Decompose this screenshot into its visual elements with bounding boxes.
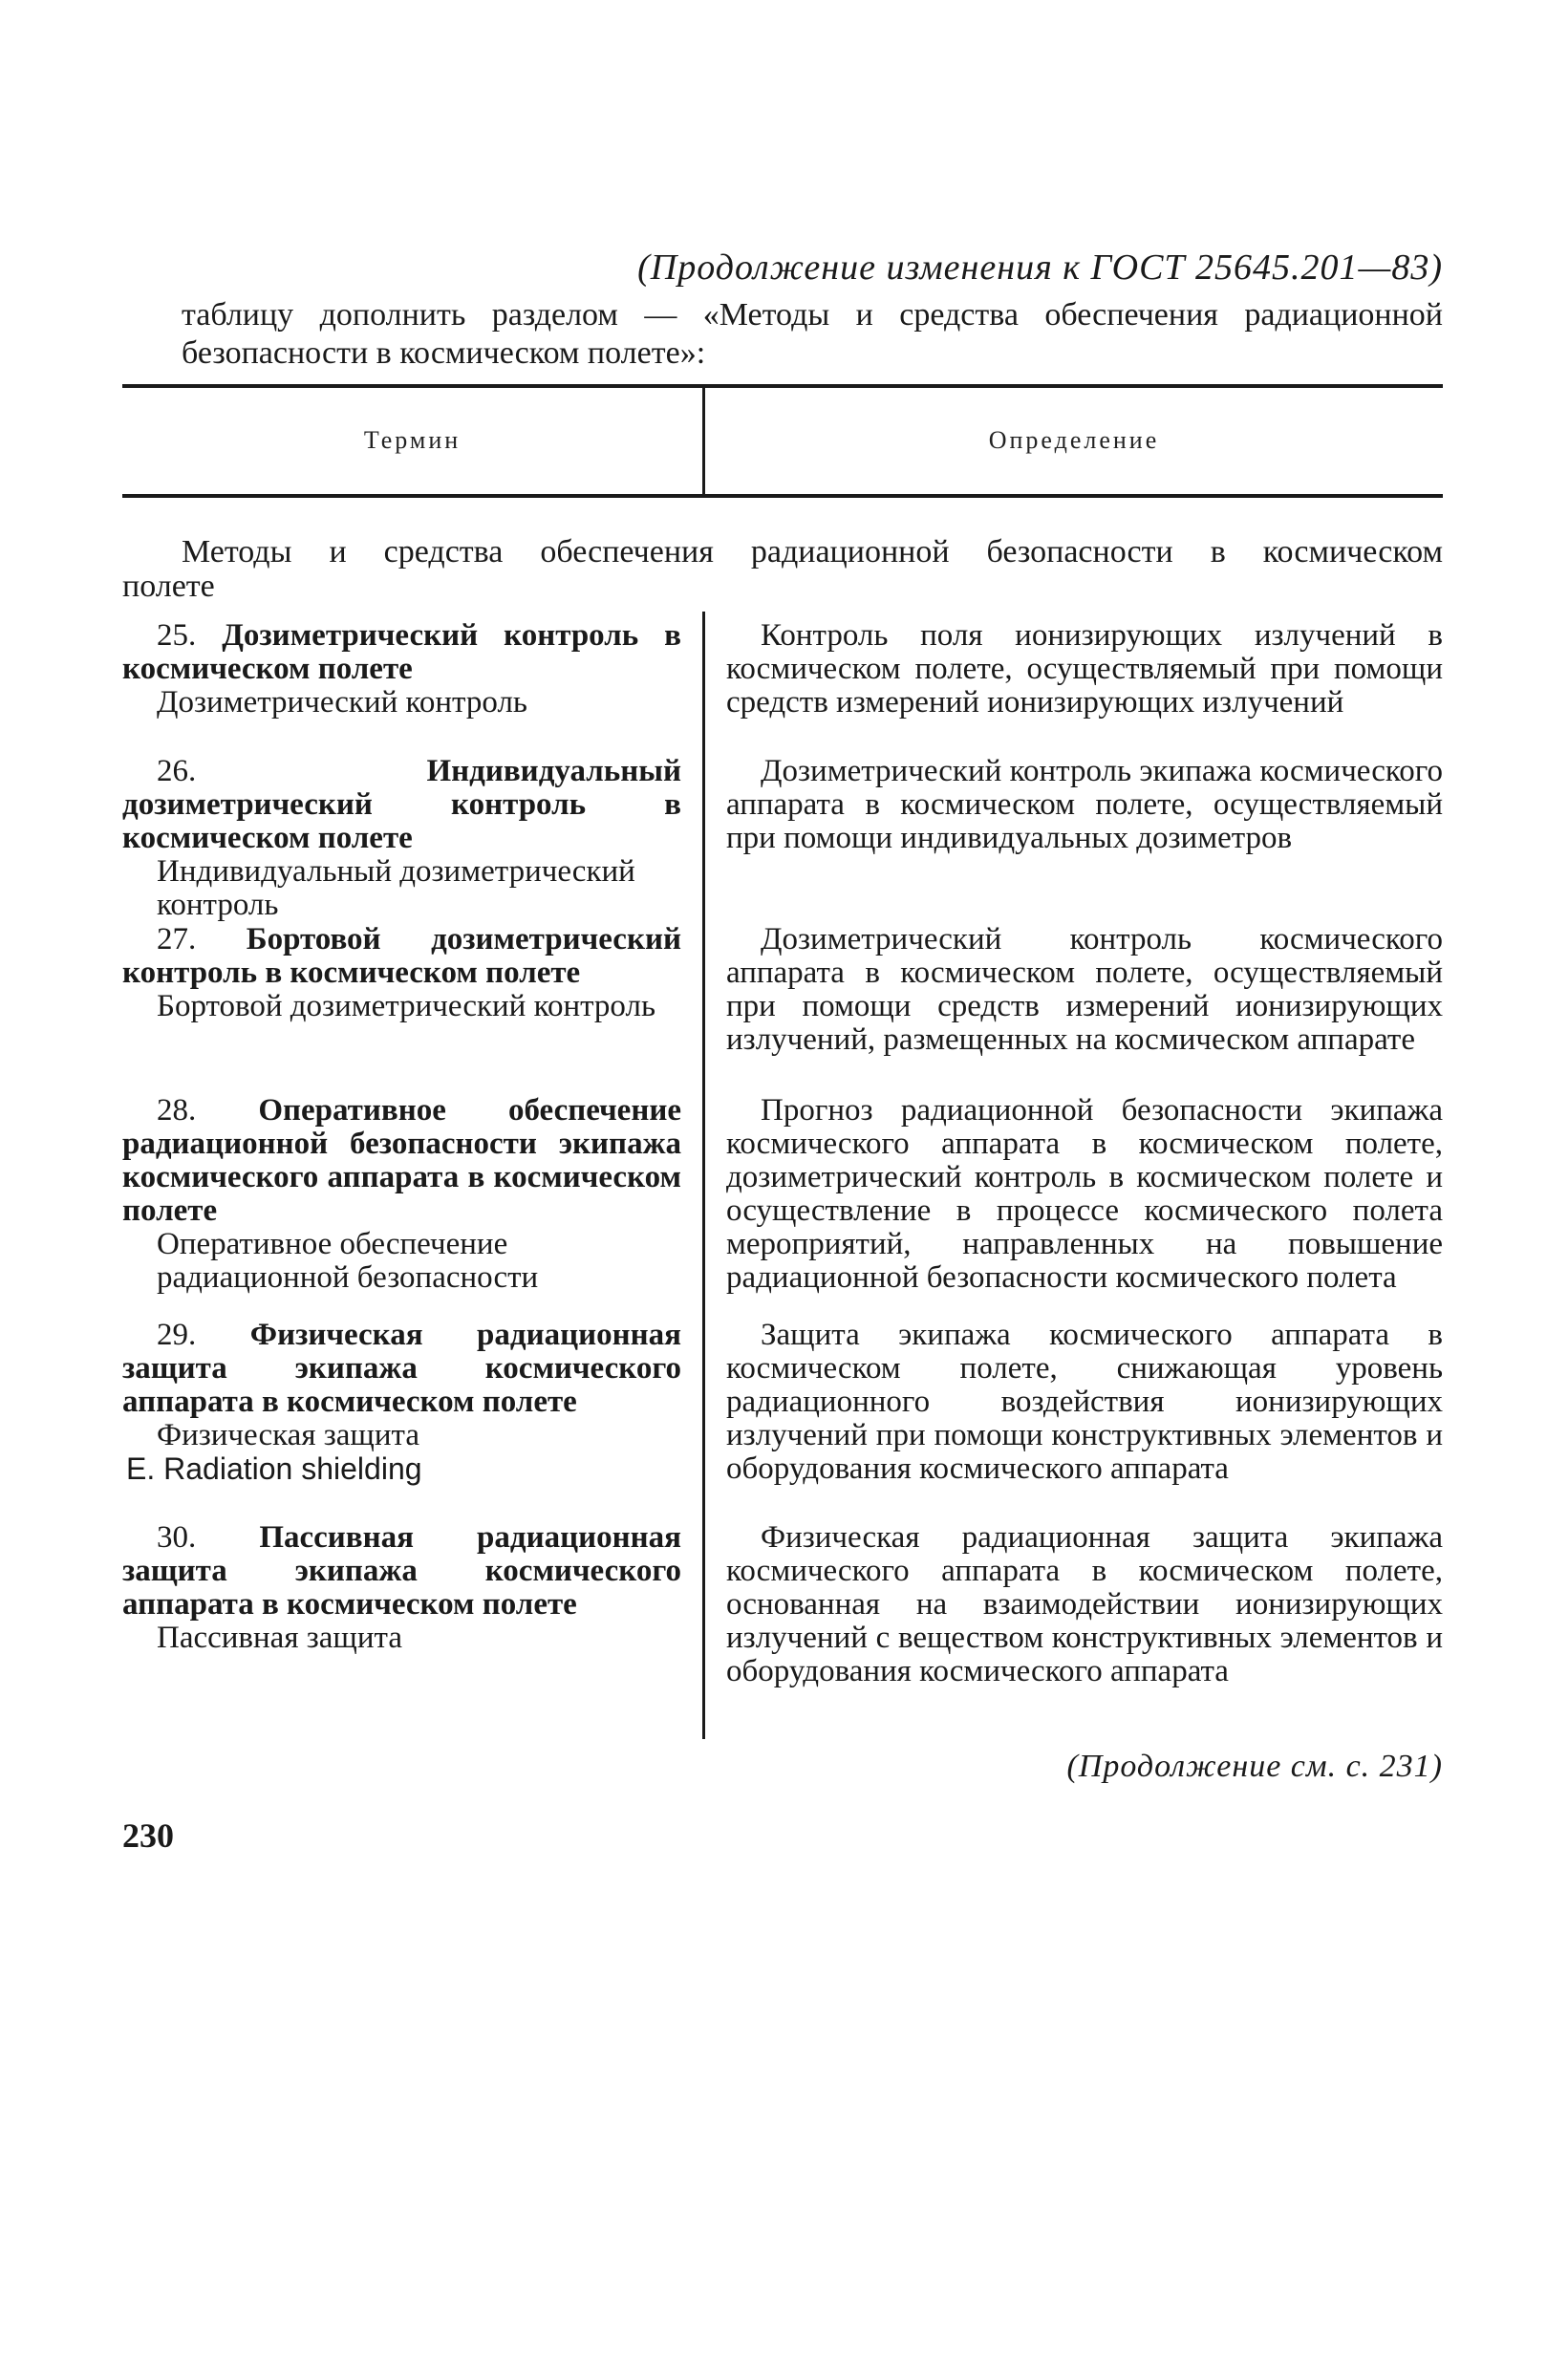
table-top-rule xyxy=(122,384,1443,388)
term-short-form: Индивидуальный дозиметрический контроль xyxy=(157,854,635,922)
definition-28: Прогноз радиационной безопасности экипажа космического аппарата в космическом полете, дозиметрический контроль в космическом полете и осуществление в процессе космического полета мероприятий, направленных на повышение радиационной безопасности космического полета xyxy=(726,1093,1443,1295)
term-title xyxy=(122,1521,681,1622)
term-short-form: Физическая защита xyxy=(157,1418,419,1452)
column-header-term: Термин xyxy=(363,426,462,454)
continuation-footer: (Продолжение см. с. 231) xyxy=(1066,1749,1443,1784)
section-title-line2: полете xyxy=(122,569,215,604)
term-text: Оперативное обеспечение радиационной безопасности экипажа космического аппарата в космическом полете xyxy=(122,1093,681,1228)
continuation-header: (Продолжение изменения к ГОСТ 25645.201—83) xyxy=(637,247,1443,288)
term-number: 27. xyxy=(157,922,197,956)
term-number: 25. xyxy=(157,618,197,653)
term-text: Дозиметрический контроль в космическом полете xyxy=(122,618,681,686)
term-text: Пассивная радиационная защита экипажа космического аппарата в космическом полете xyxy=(122,1520,681,1622)
term-entry-28 xyxy=(122,1094,681,1295)
definition-29: Защита экипажа космического аппарата в космическом полете, снижающая уровень радиационного воздействия ионизирующих излучений при помощи конструктивных элементов и оборудования космического аппарата xyxy=(726,1318,1443,1486)
term-english-equivalent: E. Radiation shielding xyxy=(126,1451,422,1486)
term-text: Бортовой дозиметрический контроль в космическом полете xyxy=(122,922,681,990)
table-body-divider xyxy=(702,612,705,1739)
term-number: 26. xyxy=(157,754,197,788)
term-number: 29. xyxy=(157,1318,197,1352)
term-number: 28. xyxy=(157,1093,197,1128)
term-short-form: Бортовой дозиметрический контроль xyxy=(157,989,656,1023)
table-header-bottom-rule xyxy=(122,494,1443,498)
term-text: Индивидуальный дозиметрический контроль в космическом полете xyxy=(122,754,681,855)
term-short-form: Дозиметрический контроль xyxy=(157,685,527,720)
definition-25: Контроль поля ионизирующих излучений в космическом полете, осуществляемый при помощи средств измерений ионизирующих излучений xyxy=(726,618,1443,720)
term-entry-25 xyxy=(122,619,681,720)
term-entry-27 xyxy=(122,923,681,1023)
term-title xyxy=(122,923,681,990)
term-entry-30 xyxy=(122,1521,681,1655)
term-short-form: Оперативное обеспечение радиационной безопасности xyxy=(157,1227,539,1295)
term-number: 30. xyxy=(157,1520,197,1555)
definition-27: Дозиметрический контроль космического аппарата в космическом полете, осуществляемый при помощи средств измерений ионизирующих излучений, размещенных на космическом аппарате xyxy=(726,922,1443,1057)
definition-26: Дозиметрический контроль экипажа космического аппарата в космическом полете, осуществляемый при помощи индивидуальных дозиметров xyxy=(726,754,1443,855)
term-title xyxy=(122,755,681,855)
term-entry-29 xyxy=(122,1319,681,1486)
column-header-definition: Определение xyxy=(988,426,1160,454)
page-number: 230 xyxy=(122,1816,174,1855)
section-title xyxy=(122,535,1443,604)
definition-30: Физическая радиационная защита экипажа космического аппарата в космическом полете, основанная на взаимодействии ионизирующих излучений с веществом конструктивных элементов и оборудования космического аппарата xyxy=(726,1520,1443,1688)
term-entry-26 xyxy=(122,755,681,922)
intro-paragraph: таблицу дополнить разделом — «Методы и средства обеспечения радиационной безопасности в космическом полете»: xyxy=(182,297,1443,371)
term-text: Физическая радиационная защита экипажа космического аппарата в космическом полете xyxy=(122,1318,681,1419)
term-title xyxy=(122,619,681,686)
term-title xyxy=(122,1094,681,1228)
section-title-line1: Методы и средства обеспечения радиационной безопасности в космическом xyxy=(182,534,1443,570)
term-short-form: Пассивная защита xyxy=(157,1621,402,1655)
term-title xyxy=(122,1319,681,1419)
